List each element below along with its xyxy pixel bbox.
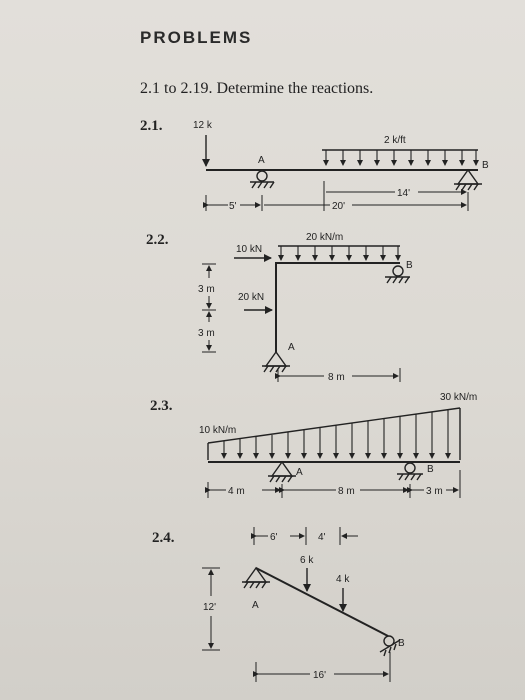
problem-number-2-4: 2.4. (152, 530, 175, 546)
dim-12ft: 12' (203, 602, 217, 613)
problem-number-2-3: 2.3. (150, 398, 173, 414)
dim-8m: 8 m (338, 486, 355, 497)
load-right-label: 30 kN/m (440, 392, 478, 403)
dist-load-label: 2 k/ft (384, 135, 406, 146)
dist-load-arrows (224, 410, 448, 458)
load-4k-label: 4 k (336, 574, 350, 585)
support-a-roller (250, 171, 274, 188)
problem-number-2-1: 2.1. (140, 118, 163, 134)
dim-3m: 3 m (426, 486, 443, 497)
support-b-label: B (482, 160, 489, 171)
dim-4ft: 4' (318, 532, 326, 543)
support-b-label: B (406, 260, 413, 271)
load-envelope (208, 408, 460, 443)
figure-2-1 (193, 120, 489, 212)
dim-8m: 8 m (328, 372, 345, 383)
dim-16ft: 16' (313, 670, 327, 681)
support-b-roller (397, 463, 423, 480)
dim-14ft: 14' (397, 188, 411, 199)
dim-4m: 4 m (228, 486, 245, 497)
support-a-label: A (252, 600, 259, 611)
load-6k-label: 6 k (300, 555, 314, 566)
point-load-label: 12 k (193, 120, 212, 131)
load-20kn-label: 20 kN (238, 292, 265, 303)
dim-3m-upper: 3 m (198, 284, 215, 295)
support-b-pin (454, 170, 482, 190)
problem-number-2-2: 2.2. (146, 232, 169, 248)
support-a-pin (242, 568, 270, 588)
dim-3m-lower: 3 m (198, 328, 215, 339)
support-b-label: B (427, 464, 434, 475)
figure-2-2 (198, 232, 413, 383)
load-10kn-label: 10 kN (236, 244, 263, 255)
dim-20ft: 20' (332, 201, 346, 212)
figure-2-3 (199, 392, 477, 498)
support-b-label: B (398, 638, 405, 649)
dist-load-arrows (326, 150, 476, 165)
dim-6ft: 6' (270, 532, 278, 543)
support-a-label: A (288, 342, 295, 353)
support-a-pin (268, 462, 296, 482)
inclined-member (256, 568, 388, 636)
page-title: PROBLEMS (140, 28, 253, 47)
dim-5ft: 5' (229, 201, 237, 212)
support-a-label: A (296, 467, 303, 478)
dist-load-label: 20 kN/m (306, 232, 344, 243)
figure-2-4 (202, 527, 405, 682)
dist-load-arrows (281, 246, 398, 260)
load-left-label: 10 kN/m (199, 425, 237, 436)
problem-instructions: 2.1 to 2.19. Determine the reactions. (140, 80, 374, 97)
frame (276, 263, 400, 352)
support-a-label: A (258, 155, 265, 166)
support-a-pin (262, 352, 290, 372)
